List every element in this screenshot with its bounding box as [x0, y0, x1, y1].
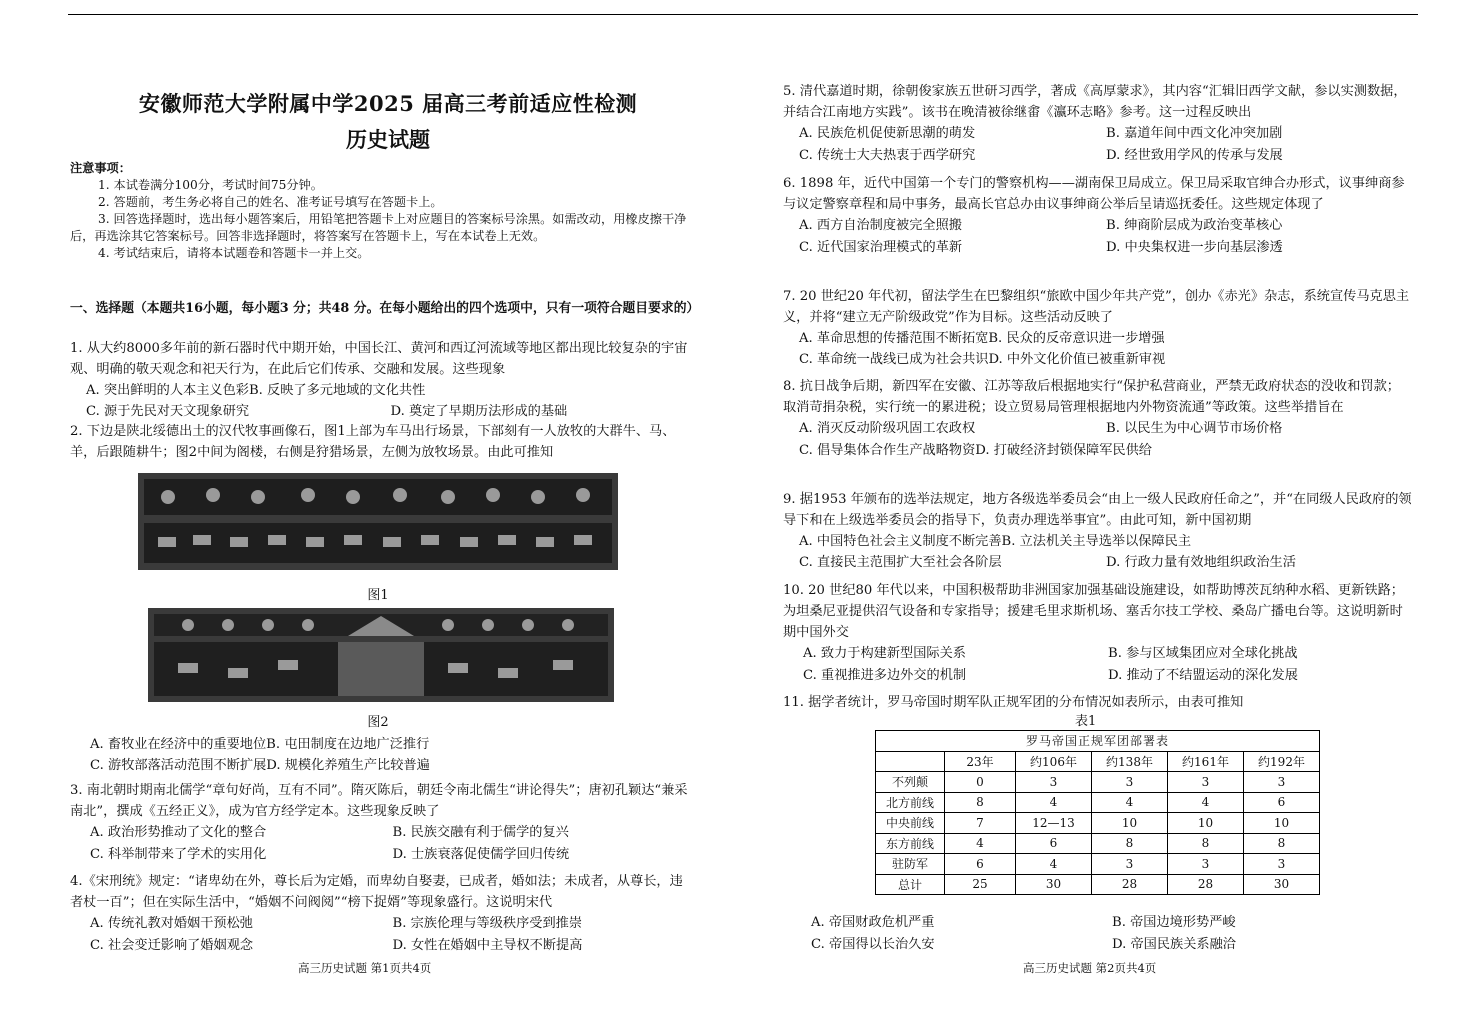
- question-1: [70, 338, 695, 423]
- table-cell: 10: [1092, 813, 1168, 834]
- section-heading: 一、选择题（本题共16小题，每小题3 分；共48 分。在每小题给出的四个选项中，只有一项符合题目要求的）: [70, 301, 700, 316]
- table-label: 表1: [1075, 714, 1097, 729]
- question-5: [783, 81, 1413, 166]
- question-11: [783, 692, 1413, 713]
- table-cell: 驻防军: [876, 854, 945, 875]
- option-a: A. 民族危机促使新思潮的萌发: [799, 126, 976, 141]
- table-cell: 4: [945, 833, 1016, 854]
- option-c: C. 重视推进多边外交的机制: [803, 667, 967, 683]
- question-2: [70, 421, 695, 463]
- question-stem: 1. 从大约8000多年前的新石器时代中期开始，中国长江、黄河和西辽河流域等地区都出现比较复杂的宇宙观、明确的敬天观念和祀天行为，在此后它们传承、交融和发展。这些现象: [70, 341, 688, 377]
- option-a: A. 政治形势推动了文化的整合: [90, 825, 267, 840]
- notes-heading: 注意事项：: [70, 161, 131, 175]
- table-cell: 30: [1016, 874, 1092, 895]
- question-stem: 9. 据1953 年颁布的选举法规定，地方各级选举委员会“由上一级人民政府任命之”，并“在同级人民政府的领导下和在上级选举委员会的指导下，负责办理选举事宜”。由此可知，新中国初期: [783, 492, 1412, 528]
- option-a: A. 西方自治制度被完全照搬: [799, 218, 962, 233]
- option-a: A. 帝国财政危机严重: [811, 915, 935, 930]
- option-c: C. 传统士大夫热衷于西学研究: [799, 147, 976, 163]
- page-footer-right: 高三历史试题 第2页共4页: [1023, 961, 1157, 975]
- table-cell: 北方前线: [876, 792, 945, 813]
- option-a: A. 消灭反动阶级巩固工农政权: [799, 421, 976, 436]
- option-d: D. 帝国民族关系融洽: [1112, 936, 1236, 952]
- table-header-cell: [876, 751, 945, 772]
- option-d: D. 推动了不结盟运动的深化发展: [1108, 667, 1298, 683]
- table-cell: 4: [1016, 792, 1092, 813]
- question-11-options: [783, 912, 1413, 955]
- table-cell: 25: [945, 874, 1016, 895]
- option-c: C. 近代国家治理模式的革新: [799, 239, 963, 255]
- option-d: D. 中央集权进一步向基层渗透: [1106, 239, 1283, 255]
- option-d: D. 奠定了早期历法形成的基础: [390, 404, 568, 419]
- question-stem: 7. 20 世纪20 年代初，留法学生在巴黎组织“旅欧中国少年共产党”，创办《赤光》杂志，系统宣传马克思主义，并将“建立无产阶级政党”作为目标。这些活动反映了: [783, 289, 1410, 325]
- table-cell: 6: [1244, 792, 1320, 813]
- table-cell: 10: [1244, 813, 1320, 834]
- table-cell: 3: [1092, 854, 1168, 875]
- question-7: [783, 286, 1413, 370]
- figure-2-caption: 图2: [367, 715, 389, 730]
- note-item: 2. 答题前，考生务必将自己的姓名、准考证号填写在答题卡上。: [98, 195, 443, 209]
- option-ab: A. 中国特色社会主义制度不断完善B. 立法机关主导选举以保障民主: [799, 534, 1192, 549]
- option-a: A. 传统礼教对婚姻干预松弛: [90, 916, 253, 931]
- question-4: [70, 871, 695, 956]
- question-stem: 11. 据学者统计，罗马帝国时期军队正规军团的分布情况如表所示，由表可推知: [783, 695, 1244, 710]
- option-b: B. 民族交融有利于儒学的复兴: [392, 825, 569, 840]
- option-d: D. 士族衰落促使儒学回归传统: [392, 846, 570, 862]
- question-stem: 3. 南北朝时期南北儒学“章句好尚，互有不同”。隋灭陈后，朝廷令南北儒生“讲论得失”；唐初孔颖达“兼采南北”，撰成《五经正义》，成为官方经学定本。这些现象反映了: [70, 783, 688, 819]
- table-cell: 6: [1016, 833, 1092, 854]
- table-row: [876, 792, 1320, 813]
- exam-title: 安徽师范大学附属中学2025 届高三考前适应性检测: [138, 91, 638, 116]
- note-item: 3. 回答选择题时，选出每小题答案后，用铅笔把答题卡上对应题目的答案标号涂黑。如需改动，用橡皮擦干净后，再选涂其它答案标号。回答非选择题时，将答案写在答题卡上，写在本试卷上无效。: [70, 212, 687, 243]
- question-stem: 8. 抗日战争后期，新四军在安徽、江苏等敌后根据地实行“保护私营商业，严禁无政府状态的没收和罚款；取消苛捐杂税，实行统一的累进税；设立贸易局管理根据地内外物资流通”等政策。这些举措旨在: [783, 379, 1400, 415]
- option-b: B. 帝国边境形势严峻: [1112, 915, 1236, 930]
- option-c: C. 科举制带来了学术的实用化: [90, 846, 267, 862]
- question-6: [783, 173, 1413, 258]
- table-cell: 8: [1244, 833, 1320, 854]
- table-cell: 不列颠: [876, 772, 945, 793]
- option-b: B. 嘉道年间中西文化冲突加剧: [1106, 126, 1283, 141]
- notes-block: [70, 160, 690, 262]
- table-cell: 30: [1244, 874, 1320, 895]
- table-row: [876, 833, 1320, 854]
- option-a: A. 致力于构建新型国际关系: [803, 646, 966, 661]
- table-cell: 28: [1092, 874, 1168, 895]
- table-cell: 7: [945, 813, 1016, 834]
- option-b: B. 绅商阶层成为政治变革核心: [1106, 218, 1283, 233]
- option-c: C. 社会变迁影响了婚姻观念: [90, 937, 254, 953]
- exam-subject: 历史试题: [346, 127, 430, 152]
- table-cell: 8: [945, 792, 1016, 813]
- option-c: C. 帝国得以长治久安: [811, 936, 935, 952]
- table-cell: 8: [1168, 833, 1244, 854]
- table-header-cell: 约161年: [1168, 751, 1244, 772]
- legion-deployment-table: [875, 730, 1320, 895]
- table-cell: 中央前线: [876, 813, 945, 834]
- top-rule: [68, 14, 1418, 15]
- question-stem: 2. 下边是陕北绥德出土的汉代牧事画像石，图1上部为车马出行场景，下部刻有一人放牧的大群牛、马、羊，后跟随耕牛；图2中间为阁楼，右侧是狩猎场景，左侧为放牧场景。由此可推知: [70, 424, 676, 460]
- table-row: [876, 854, 1320, 875]
- table-cell: 3: [1168, 854, 1244, 875]
- option-a: A. 突出鲜明的人本主义色彩B. 反映了多元地域的文化共性: [86, 383, 426, 398]
- figure-2-relief-image: [148, 608, 614, 702]
- table-cell: 4: [1168, 792, 1244, 813]
- table-cell: 3: [1016, 772, 1092, 793]
- question-8: [783, 376, 1413, 461]
- question-9: [783, 489, 1413, 574]
- table-cell: 4: [1016, 854, 1092, 875]
- table-caption: 罗马帝国正规军团部署表: [876, 731, 1320, 752]
- option-c: C. 直接民主范围扩大至社会各阶层: [799, 555, 1002, 570]
- table-cell: 8: [1092, 833, 1168, 854]
- option-ab: A. 畜牧业在经济中的重要地位B. 屯田制度在边地广泛推行: [90, 737, 430, 752]
- option-b: B. 宗族伦理与等级秩序受到推崇: [392, 916, 583, 931]
- table-cell: 12—13: [1016, 813, 1092, 834]
- table-cell: 3: [1244, 854, 1320, 875]
- table-row: [876, 874, 1320, 895]
- table-header-cell: 约106年: [1016, 751, 1092, 772]
- table-cell: 28: [1168, 874, 1244, 895]
- table-cell: 4: [1092, 792, 1168, 813]
- table-header-cell: 约192年: [1244, 751, 1320, 772]
- question-stem: 10. 20 世纪80 年代以来，中国积极帮助非洲国家加强基础设施建设，如帮助博茨瓦纳种水稻、更新铁路；为坦桑尼亚提供沼气设备和专家指导；援建毛里求斯机场、塞舌尔技工学校、桑岛广播电台等。这说明新时期中国外交: [783, 583, 1404, 640]
- table-header-cell: 约138年: [1092, 751, 1168, 772]
- question-stem: 6. 1898 年，近代中国第一个专门的警察机构——湖南保卫局成立。保卫局采取官绅合办形式，议事绅商参与议定警察章程和局中事务，最高长官总办由议事绅商公举后呈请巡抚委任。这些规定体现了: [783, 176, 1405, 212]
- table-cell: 3: [1168, 772, 1244, 793]
- option-d: D. 行政力量有效地组织政治生活: [1106, 555, 1296, 570]
- option-c: C. 源于先民对天文现象研究: [86, 404, 250, 419]
- note-item: 4. 考试结束后，请将本试题卷和答题卡一并上交。: [98, 246, 370, 260]
- table-cell: 0: [945, 772, 1016, 793]
- table-header-cell: 23年: [945, 751, 1016, 772]
- figure-1-relief-image: [138, 473, 618, 570]
- table-cell: 6: [945, 854, 1016, 875]
- question-2-options: [70, 734, 695, 776]
- option-d: D. 经世致用学风的传承与发展: [1106, 147, 1283, 163]
- table-cell: 3: [1092, 772, 1168, 793]
- option-cd: C. 革命统一战线已成为社会共识D. 中外文化价值已被重新审视: [799, 352, 1166, 367]
- question-stem: 4.《宋刑统》规定：“诸卑幼在外，尊长后为定婚，而卑幼自娶妻，已成者，婚如法；未成者，从尊长，违者杖一百”；但在实际生活中，“婚姻不问阀阅”“榜下捉婿”等现象盛行。这说明宋代: [70, 874, 683, 910]
- option-b: B. 参与区域集团应对全球化挑战: [1108, 646, 1298, 661]
- note-item: 1. 本试卷满分100分，考试时间75分钟。: [98, 178, 323, 192]
- table-cell: 3: [1244, 772, 1320, 793]
- option-cd: C. 游牧部落活动范围不断扩展D. 规模化养殖生产比较普遍: [90, 758, 430, 773]
- question-stem: 5. 清代嘉道时期，徐朝俊家族五世研习西学，著成《高厚蒙求》，其内容“汇辑旧西学文献，参以实测数据，并结合江南地方实践”。该书在晚清被徐继畬《瀛环志略》参考。这一过程反映出: [783, 84, 1407, 120]
- table-cell: 总计: [876, 874, 945, 895]
- option-b: B. 以民生为中心调节市场价格: [1106, 421, 1283, 436]
- question-3: [70, 780, 695, 865]
- table-cell: 10: [1168, 813, 1244, 834]
- question-10: [783, 580, 1413, 686]
- option-cd: C. 倡导集体合作生产战略物资D. 打破经济封锁保障军民供给: [799, 442, 1152, 458]
- table-cell: 东方前线: [876, 833, 945, 854]
- table-row: [876, 772, 1320, 793]
- table-row: [876, 813, 1320, 834]
- option-d: D. 女性在婚姻中主导权不断提高: [392, 937, 583, 953]
- option-ab: A. 革命思想的传播范围不断拓宽B. 民众的反帝意识进一步增强: [799, 331, 1165, 346]
- figure-1-caption: 图1: [367, 588, 389, 603]
- page-footer-left: 高三历史试题 第1页共4页: [298, 961, 432, 975]
